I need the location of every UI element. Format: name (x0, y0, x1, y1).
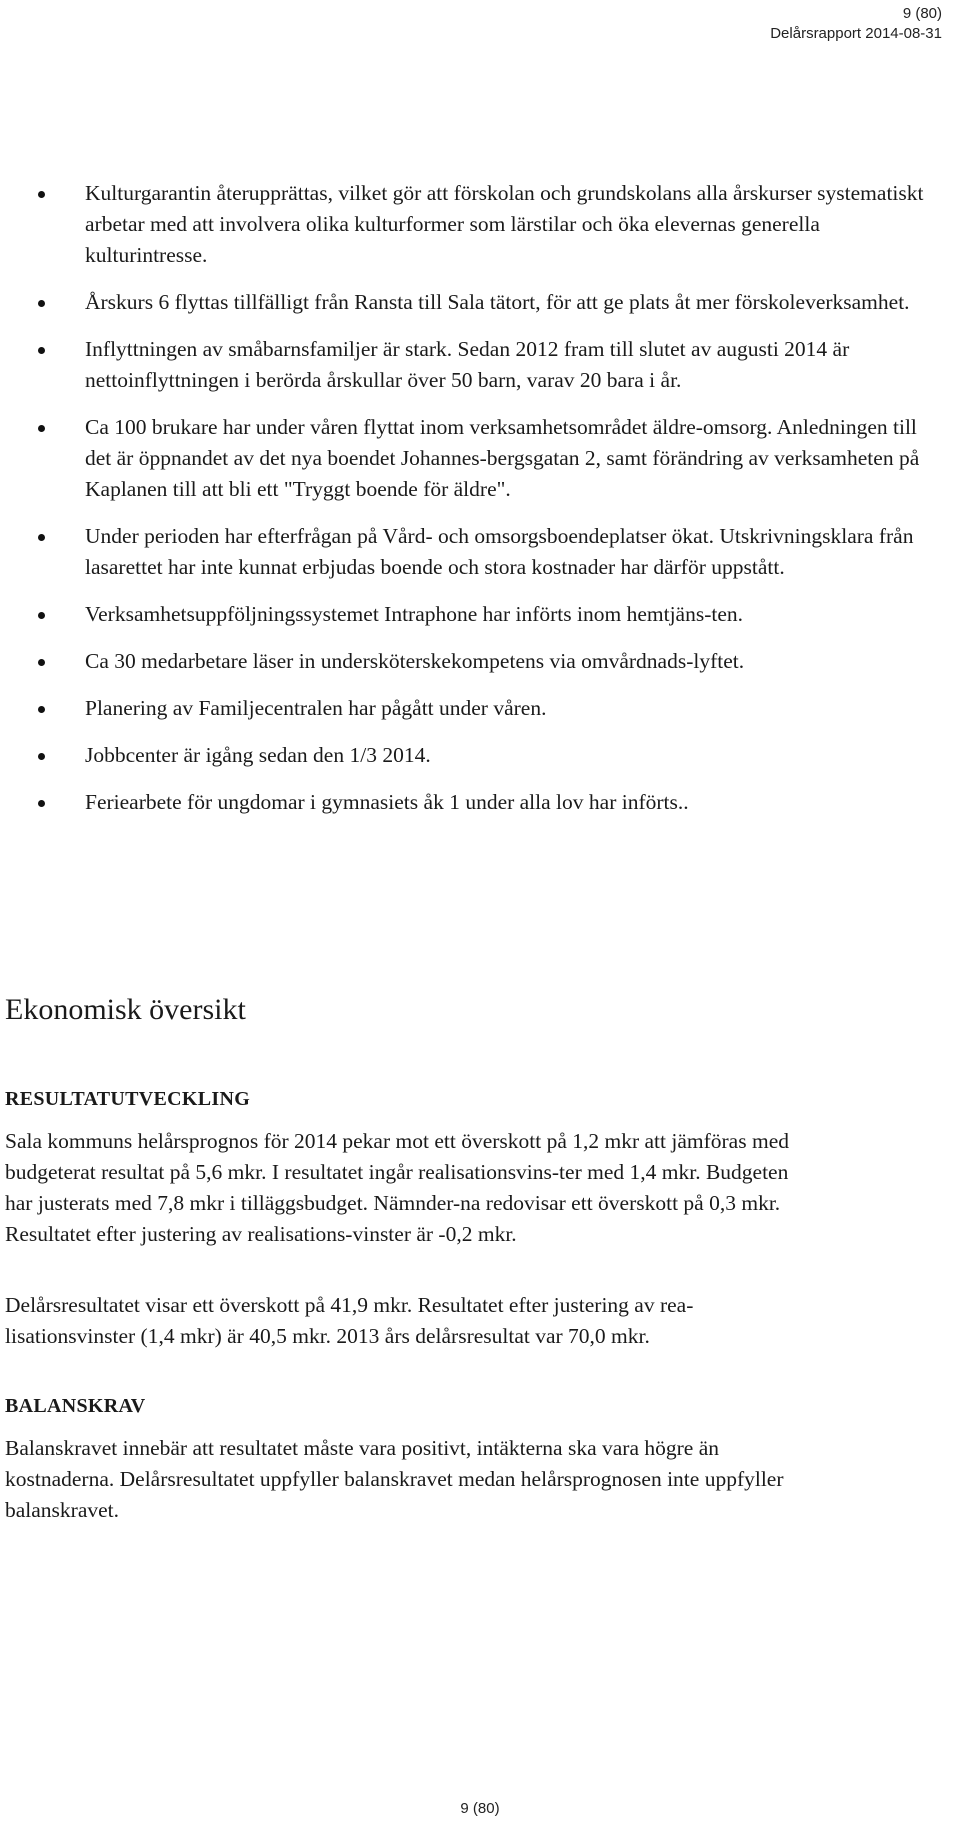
balans-paragraph: Balanskravet innebär att resultatet måste vara positivt, intäkterna ska vara högre än kostnaderna. Delårsresultatet uppfyller balanskravet medan helårsprognosen inte uppfyller balanskravet. (5, 1436, 784, 1522)
balans-heading: BALANSKRAV (5, 1395, 146, 1417)
bullet-icon (38, 753, 45, 760)
page-footer: 9 (80) (460, 1800, 500, 1817)
list-item (0, 178, 925, 271)
header-report-title: Delårsrapport 2014-08-31 (770, 25, 942, 42)
list-item-text: Verksamhetsuppföljningssystemet Intraphone har införts inom hemtjäns-ten. (85, 602, 744, 626)
list-item (0, 412, 925, 505)
bullet-icon (38, 300, 45, 307)
list-item (0, 599, 925, 630)
bullet-icon (38, 706, 45, 713)
list-item (0, 787, 925, 818)
list-item-text: Kulturgarantin återupprättas, vilket gör att förskolan och grundskolans alla årskurser systematiskt arbetar med att involvera olika kulturformer som lärstilar och öka elevernas generella kulturintresse. (85, 181, 924, 267)
list-item-text: Inflyttningen av småbarnsfamiljer är stark. Sedan 2012 fram till slutet av augusti 2014 är nettoinflyttningen i berörda årskullar över 50 barn, varav 20 bara i år. (85, 337, 850, 392)
page-header (770, 4, 942, 44)
bullet-icon (38, 534, 45, 541)
bullet-icon (38, 425, 45, 432)
resultat-paragraph-2: Delårsresultatet visar ett överskott på 41,9 mkr. Resultatet efter justering av rea-lisationsvinster (1,4 mkr) är 40,5 mkr. 2013 års delårsresultat var 70,0 mkr. (5, 1293, 694, 1348)
bullet-icon (38, 191, 45, 198)
list-item-text: Planering av Familjecentralen har pågått under våren. (85, 696, 547, 720)
list-item-text: Ca 100 brukare har under våren flyttat inom verksamhetsområdet äldre-omsorg. Anledningen till det är öppnandet av det nya boendet Johannes-bergsgatan 2, samt förändring av verksamheten på Kaplanen till att bli ett "Tryggt boende för äldre". (85, 415, 920, 501)
list-item (0, 334, 925, 396)
bullet-icon (38, 800, 45, 807)
list-item-text: Jobbcenter är igång sedan den 1/3 2014. (85, 743, 431, 767)
list-item-text: Ca 30 medarbetare läser in undersköterskekompetens via omvårdnads-lyftet. (85, 649, 745, 673)
header-page-number: 9 (80) (902, 5, 942, 22)
bullet-list (0, 178, 960, 834)
list-item-text: Årskurs 6 flyttas tillfälligt från Ransta till Sala tätort, för att ge plats åt mer förskoleverksamhet. (85, 290, 910, 314)
bullet-icon (38, 612, 45, 619)
list-item (0, 287, 925, 318)
resultat-paragraph-1: Sala kommuns helårsprognos för 2014 pekar mot ett överskott på 1,2 mkr att jämföras med budgeterat resultat på 5,6 mkr. I resultatet ingår realisationsvins-ter med 1,4 mkr. Budgeten har justerats med 7,8 mkr i tilläggsbudget. Nämnder-na redovisar ett överskott på 0,3 mkr. Resultatet efter justering av realisations-vinster är -0,2 mkr. (5, 1129, 789, 1246)
bullet-icon (38, 347, 45, 354)
list-item-text: Feriearbete för ungdomar i gymnasiets åk 1 under alla lov har införts.. (85, 790, 689, 814)
bullet-icon (38, 659, 45, 666)
list-item (0, 646, 925, 677)
list-item (0, 740, 925, 771)
list-item (0, 693, 925, 724)
list-item (0, 521, 925, 583)
list-item-text: Under perioden har efterfrågan på Vård- och omsorgsboendeplatser ökat. Utskrivningsklara från lasarettet har inte kunnat erbjudas boende och stora kostnader har därför uppstått. (85, 524, 914, 579)
section-title: Ekonomisk översikt (5, 993, 246, 1026)
resultat-heading: RESULTATUTVECKLING (5, 1088, 251, 1110)
